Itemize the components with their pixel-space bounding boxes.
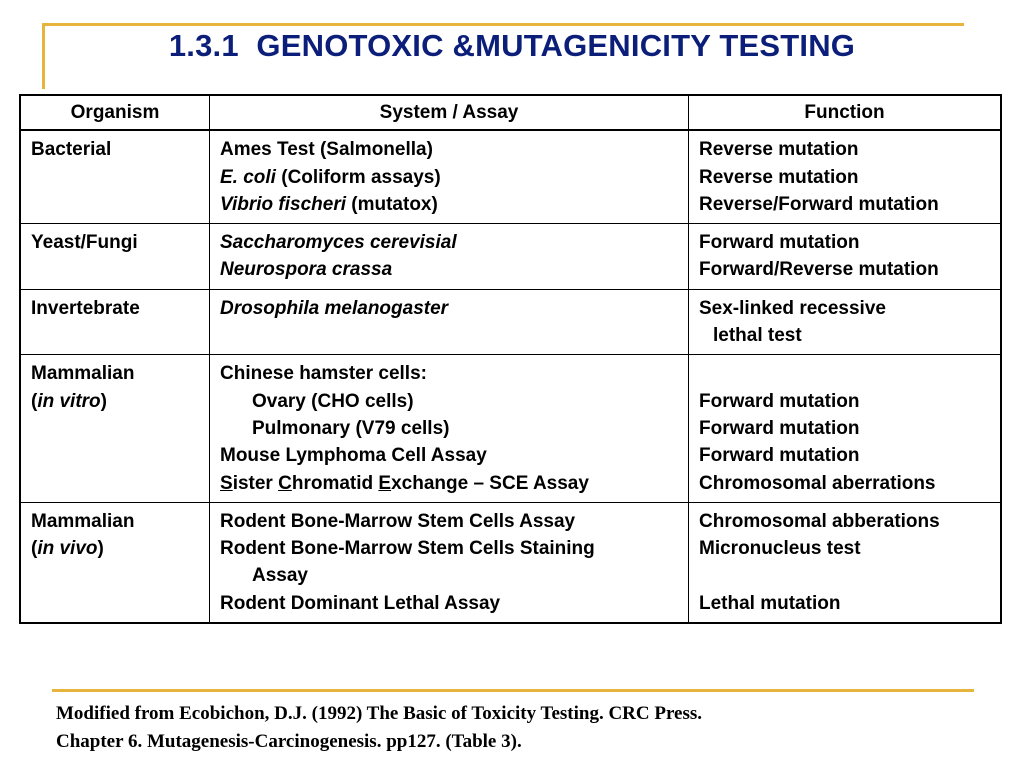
spacer-line xyxy=(699,562,990,589)
accent-line-top xyxy=(42,23,964,26)
column-header-organism: Organism xyxy=(20,95,210,130)
species-name: Saccharomyces cerevisial xyxy=(220,232,457,254)
table-header-row xyxy=(20,95,1001,130)
assay-line: Rodent Bone-Marrow Stem Cells Staining xyxy=(220,538,595,560)
function-line: Micronucleus test xyxy=(699,538,861,560)
table-row-yeast-fungi xyxy=(20,224,1001,290)
function-line: Lethal mutation xyxy=(699,592,841,614)
column-header-function: Function xyxy=(689,95,1002,130)
function-line: Forward mutation xyxy=(699,417,860,439)
organism-qualifier xyxy=(31,535,199,562)
organism-qualifier xyxy=(31,388,199,415)
table-row-mammalian-in-vitro xyxy=(20,355,1001,502)
function-line: Forward mutation xyxy=(699,445,860,467)
assay-line: Rodent Dominant Lethal Assay xyxy=(220,592,501,614)
function-cell xyxy=(689,130,1002,223)
species-name: Drosophila melanogaster xyxy=(220,297,449,319)
species-name: E. coli xyxy=(220,166,276,188)
assay-line: Chinese hamster cells: xyxy=(220,363,427,385)
acronym-letter: C xyxy=(278,472,292,494)
function-line: Sex-linked recessive xyxy=(699,297,886,319)
assay-line: Rodent Bone-Marrow Stem Cells Assay xyxy=(220,510,576,532)
organism-label: Invertebrate xyxy=(31,297,140,319)
slide-title: 1.3.1 GENOTOXIC &MUTAGENICITY TESTING xyxy=(168,28,856,63)
assay-line: Assay xyxy=(252,565,308,587)
assay-line: Ovary (CHO cells) xyxy=(252,390,414,412)
spacer-line xyxy=(699,360,990,387)
table-row-bacterial xyxy=(20,130,1001,223)
paren-open: ( xyxy=(31,390,38,412)
assay-text: hromatid xyxy=(291,472,379,494)
function-line: Forward/Reverse mutation xyxy=(699,259,939,281)
function-line: Chromosomal abberations xyxy=(699,510,940,532)
function-cell xyxy=(689,289,1002,355)
assay-cell xyxy=(210,224,689,290)
testing-table xyxy=(19,94,1002,624)
assay-cell xyxy=(210,289,689,355)
paren-open: ( xyxy=(31,538,38,560)
function-line: Reverse mutation xyxy=(699,166,859,188)
function-line: Chromosomal aberrations xyxy=(699,472,936,494)
function-line: Forward mutation xyxy=(699,390,860,412)
assay-line: Pulmonary (V79 cells) xyxy=(252,417,450,439)
function-line: lethal test xyxy=(713,325,802,347)
assay-cell xyxy=(210,502,689,623)
assay-line: Ames Test (Salmonella) xyxy=(220,139,433,161)
organism-label: Yeast/Fungi xyxy=(31,232,138,254)
accent-line-bottom xyxy=(52,689,974,692)
table-row-invertebrate xyxy=(20,289,1001,355)
assay-line xyxy=(220,164,678,191)
organism-label: Bacterial xyxy=(31,139,112,161)
function-cell xyxy=(689,355,1002,502)
function-line: Reverse mutation xyxy=(699,139,859,161)
organism-label: Mammalian xyxy=(31,363,135,385)
assay-cell xyxy=(210,130,689,223)
citation-line: Modified from Ecobichon, D.J. (1992) The Basic of Toxicity Testing. CRC Press. xyxy=(56,703,703,724)
organism-cell xyxy=(20,289,210,355)
table-row-mammalian-in-vivo xyxy=(20,502,1001,623)
species-name: Neurospora crassa xyxy=(220,259,393,281)
acronym-letter: S xyxy=(220,472,233,494)
organism-label: Mammalian xyxy=(31,510,135,532)
function-cell xyxy=(689,502,1002,623)
assay-cell xyxy=(210,355,689,502)
assay-text: ister xyxy=(232,472,279,494)
assay-line-sce xyxy=(220,470,678,497)
organism-cell xyxy=(20,502,210,623)
citation-footer xyxy=(56,700,976,756)
organism-cell xyxy=(20,224,210,290)
assay-line xyxy=(220,191,678,218)
organism-cell xyxy=(20,355,210,502)
qualifier-text: in vitro xyxy=(37,390,101,412)
function-line: Forward mutation xyxy=(699,232,860,254)
paren-close: ) xyxy=(97,538,104,560)
function-line: Reverse/Forward mutation xyxy=(699,193,939,215)
column-header-assay: System / Assay xyxy=(210,95,689,130)
assay-detail: (mutatox) xyxy=(346,193,438,215)
qualifier-text: in vivo xyxy=(37,538,98,560)
species-name: Vibrio fischeri xyxy=(220,193,346,215)
assay-line: Mouse Lymphoma Cell Assay xyxy=(220,445,487,467)
assay-text: xchange – SCE Assay xyxy=(391,472,589,494)
paren-close: ) xyxy=(100,390,107,412)
organism-cell xyxy=(20,130,210,223)
citation-line: Chapter 6. Mutagenesis-Carcinogenesis. pp127. (Table 3). xyxy=(56,731,522,752)
assay-detail: (Coliform assays) xyxy=(275,166,441,188)
acronym-letter: E xyxy=(378,472,392,494)
function-cell xyxy=(689,224,1002,290)
